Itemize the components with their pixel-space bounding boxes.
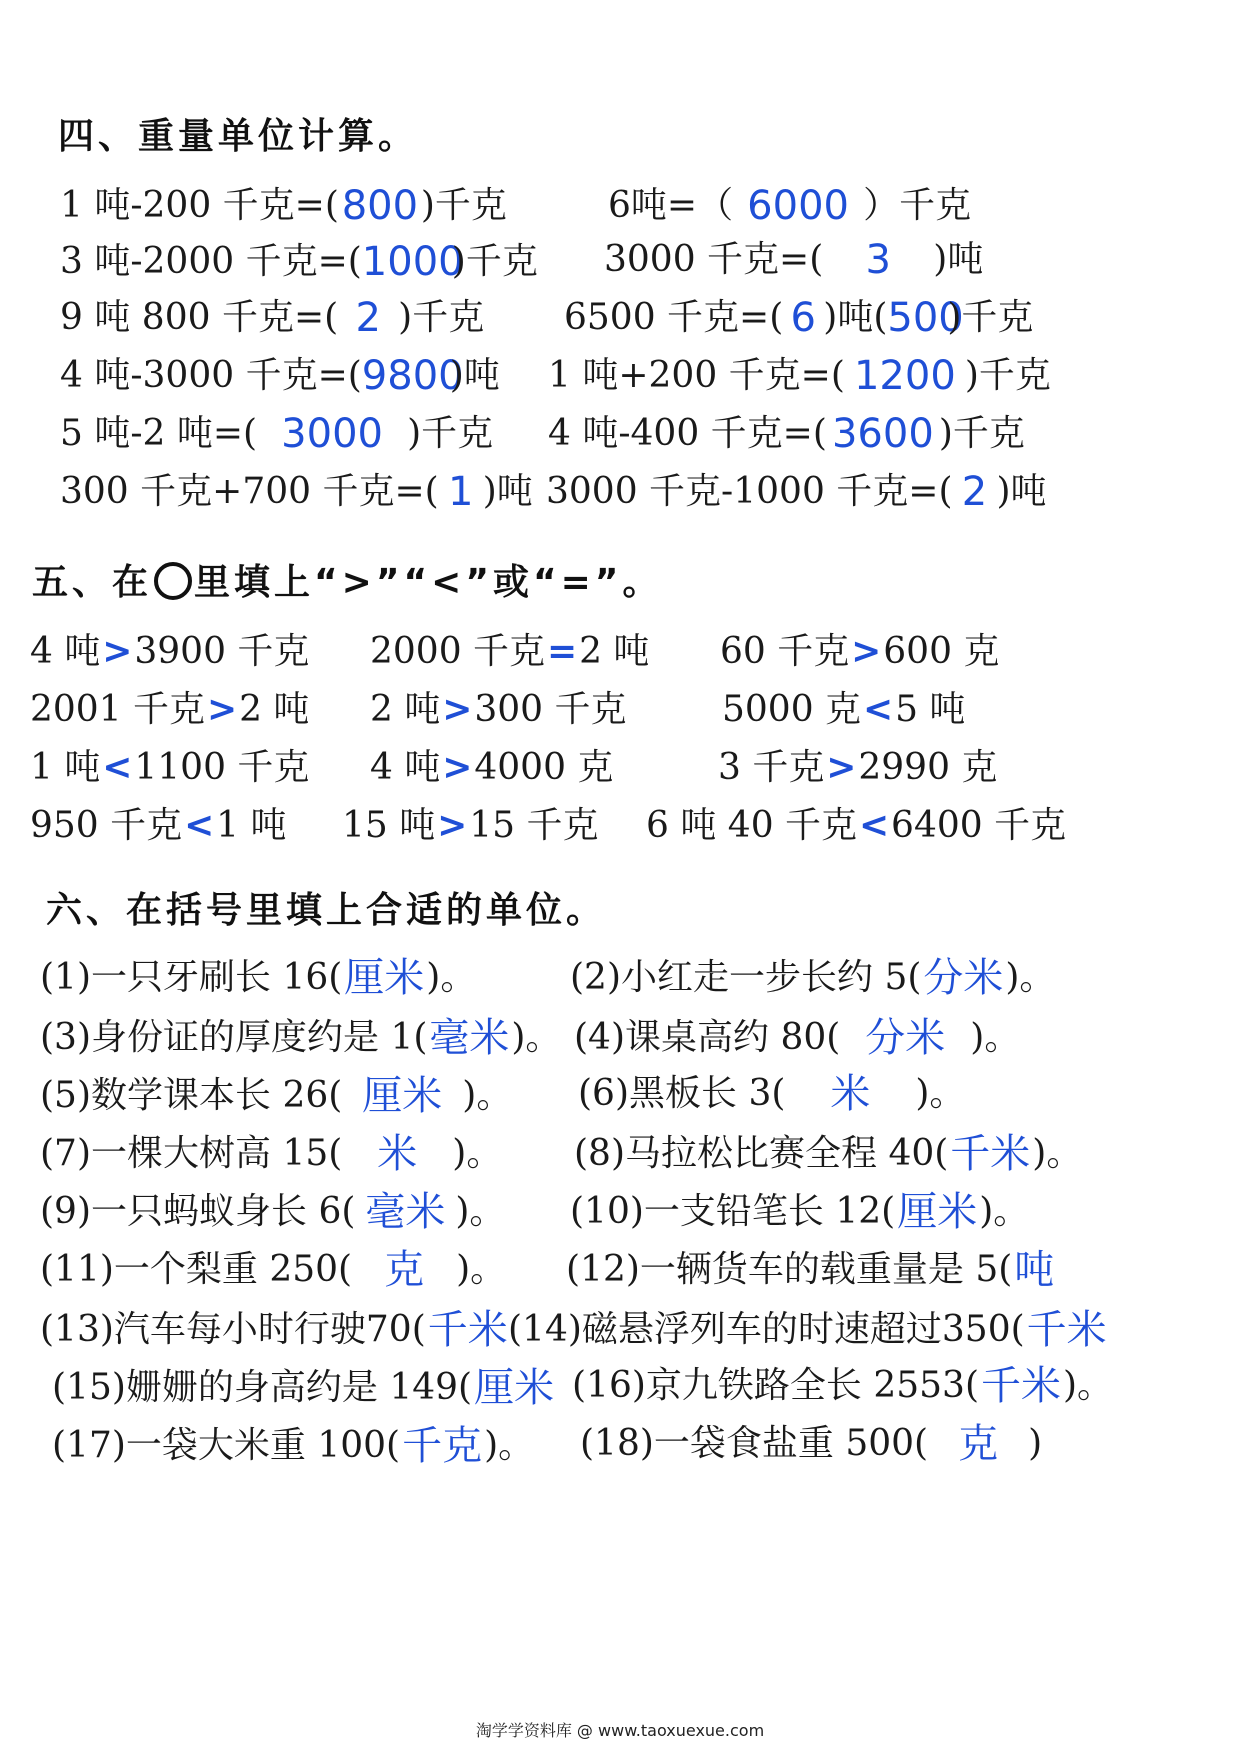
compare-item: 6 吨 40 千克<6400 千克 — [646, 805, 1067, 846]
compare-item: 1 吨<1100 千克 — [30, 747, 310, 788]
answer: 800 — [341, 183, 419, 229]
compare-item: 2 吨>300 千克 — [370, 689, 627, 730]
circle-icon — [154, 562, 192, 600]
answer: 500 — [887, 295, 964, 341]
unit-item: (8)马拉松比赛全程 40(千米)。 — [574, 1131, 1083, 1177]
answer: 1000 — [361, 239, 464, 285]
answer: 克 — [958, 1421, 999, 1467]
compare-item: 4 吨>3900 千克 — [30, 631, 310, 672]
compare-item: 60 千克>600 克 — [720, 631, 1000, 672]
unit-item: (11)一个梨重 250( 克 )。 — [40, 1247, 507, 1293]
unit-item: (5)数学课本长 26( 厘米 )。 — [40, 1073, 513, 1119]
calc-item: 1 吨-200 千克=(800)千克 — [60, 183, 507, 229]
unit-item: (6)黑板长 3( 米 )。 — [578, 1071, 966, 1117]
unit-item: (2)小红走一步长约 5(分米)。 — [570, 955, 1056, 1001]
answer: 吨 — [1014, 1247, 1055, 1293]
calc-item: 4 吨-3000 千克=(9800)吨 — [60, 353, 500, 399]
answer: 厘米 — [344, 955, 425, 1001]
calc-item: 6吨=（ 6000 ）千克 — [608, 183, 972, 229]
calc-item: 3 吨-2000 千克=(1000)千克 — [60, 239, 538, 285]
unit-item: (17)一袋大米重 100(千克)。 — [52, 1423, 535, 1469]
answer: 2 — [355, 295, 381, 341]
compare-symbol: > — [437, 805, 468, 846]
unit-item: (14)磁悬浮列车的时速超过350(千米 — [508, 1307, 1107, 1353]
answer: 6 — [790, 295, 816, 341]
compare-symbol: < — [862, 689, 894, 730]
answer: 9800 — [361, 353, 464, 399]
calc-item: 300 千克+700 千克=( 1 )吨 — [60, 469, 533, 515]
unit-item: (1)一只牙刷长 16(厘米)。 — [40, 955, 477, 1001]
section6-heading: 六、在括号里填上合适的单位。 — [46, 890, 607, 931]
unit-item: (12)一辆货车的载重量是 5(吨 — [566, 1247, 1055, 1293]
compare-item: 2000 千克=2 吨 — [370, 631, 650, 672]
unit-item: (18)一袋食盐重 500( 克 ) — [580, 1421, 1043, 1467]
answer: 1 — [447, 469, 474, 515]
compare-symbol: > — [206, 689, 238, 730]
compare-symbol: > — [851, 631, 882, 672]
answer: 3000 — [281, 411, 383, 457]
footer-watermark: 淘学学资料库 @ www.taoxuexue.com — [475, 1721, 765, 1740]
calc-item: 3000 千克=( 3 )吨 — [604, 237, 984, 283]
unit-item: (10)一支铅笔长 12(厘米)。 — [570, 1189, 1030, 1235]
compare-symbol: < — [102, 747, 133, 788]
answer: 米 — [377, 1131, 418, 1177]
compare-symbol: > — [826, 747, 857, 788]
compare-item: 5000 克<5 吨 — [722, 689, 966, 730]
answer: 千米 — [427, 1307, 508, 1353]
calc-item: 9 吨 800 千克=( 2 )千克 — [60, 295, 485, 341]
unit-item: (9)一只蚂蚁身长 6( 毫米 )。 — [40, 1189, 506, 1235]
section4-heading: 四、重量单位计算。 — [58, 116, 419, 157]
calc-item: 6500 千克=( 6 )吨(500)千克 — [564, 295, 1034, 341]
compare-item: 2001 千克>2 吨 — [30, 689, 310, 730]
unit-item: (15)姗姗的身高约是 149(厘米 — [52, 1365, 555, 1411]
answer: 米 — [830, 1071, 871, 1117]
unit-item: (16)京九铁路全长 2553(千米)。 — [572, 1363, 1114, 1409]
calc-item: 5 吨-2 吨=( 3000 )千克 — [60, 411, 494, 457]
answer: 分米 — [865, 1015, 946, 1061]
answer: 千米 — [1026, 1307, 1107, 1353]
answer: 千米 — [950, 1131, 1031, 1177]
compare-item: 3 千克>2990 克 — [718, 747, 998, 788]
answer: 千米 — [981, 1363, 1062, 1409]
answer: 克 — [384, 1247, 425, 1293]
answer: 3 — [865, 237, 891, 283]
answer: 厘米 — [362, 1073, 443, 1119]
calc-item: 1 吨+200 千克=( 1200 )千克 — [548, 353, 1051, 399]
calc-item: 3000 千克-1000 千克=( 2 )吨 — [546, 469, 1047, 515]
compare-item: 4 吨>4000 克 — [370, 747, 614, 788]
unit-item: (4)课桌高约 80( 分米 )。 — [574, 1015, 1021, 1061]
answer: 毫米 — [365, 1189, 446, 1235]
answer: 1200 — [853, 353, 956, 399]
calc-item: 4 吨-400 千克=( 3600 )千克 — [548, 411, 1025, 457]
answer: 3600 — [831, 411, 934, 457]
compare-item: 950 千克<1 吨 — [30, 805, 287, 846]
unit-item: (13)汽车每小时行驶70(千米 — [40, 1307, 508, 1353]
compare-symbol: < — [858, 805, 890, 846]
answer: 厘米 — [474, 1365, 555, 1411]
unit-item: (7)一棵大树高 15( 米 )。 — [40, 1131, 503, 1177]
answer: 厘米 — [897, 1189, 978, 1235]
answer: 2 — [961, 469, 988, 515]
answer: 6000 — [747, 183, 849, 229]
compare-symbol: > — [102, 631, 133, 672]
answer: 分米 — [923, 955, 1004, 1001]
compare-item: 15 吨>15 千克 — [342, 805, 599, 846]
compare-symbol: > — [442, 689, 473, 730]
compare-symbol: < — [184, 805, 215, 846]
compare-symbol: > — [442, 747, 473, 788]
answer: 千克 — [402, 1423, 483, 1469]
answer: 毫米 — [429, 1015, 510, 1061]
unit-item: (3)身份证的厚度约是 1(毫米)。 — [40, 1015, 562, 1061]
section5-heading: 五、在 里填上“>”“<”或“=”。 — [32, 562, 663, 603]
compare-symbol: = — [546, 631, 578, 672]
